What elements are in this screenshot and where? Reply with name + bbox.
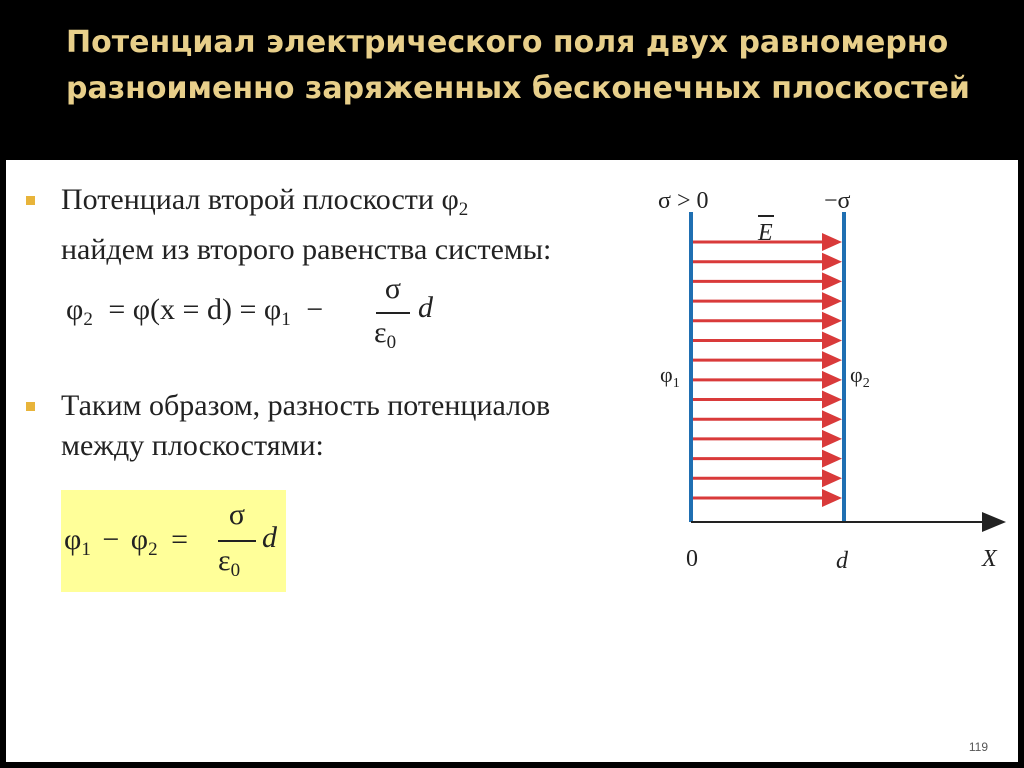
field-arrowhead bbox=[822, 272, 842, 290]
field-arrowhead bbox=[822, 351, 842, 369]
formula-1-numerator: σ bbox=[384, 272, 402, 305]
left-potential-label: $\varphi_1$ bbox=[660, 362, 680, 391]
field-vector-label: E bbox=[758, 220, 773, 246]
formula-2-left: $\varphi_1 - \varphi_2$ = bbox=[64, 523, 188, 560]
formula-2-tail: d bbox=[262, 521, 277, 554]
field-arrowhead bbox=[822, 331, 842, 349]
bullet-marker-1 bbox=[26, 196, 35, 205]
title-bar bbox=[0, 0, 1024, 160]
formula-phi2 bbox=[66, 272, 466, 358]
bullet-marker-2 bbox=[26, 402, 35, 411]
formula-1-fraction-bar bbox=[376, 312, 410, 314]
slide-content bbox=[6, 160, 1018, 762]
bullet-1-text bbox=[61, 180, 631, 270]
formula-2-numerator: σ bbox=[228, 498, 246, 531]
left-plate-charge-label: σ > 0 bbox=[658, 188, 709, 214]
right-plate-charge-label: −σ bbox=[824, 188, 851, 214]
formula-1-left: $\varphi_2 = \varphi(x = d) = \varphi_1$ − bbox=[66, 293, 324, 330]
field-arrowhead bbox=[822, 233, 842, 251]
origin-label: 0 bbox=[686, 546, 698, 572]
field-arrowhead bbox=[822, 489, 842, 507]
bullet-2-line-1: Таким образом, разность потенциалов bbox=[61, 389, 551, 422]
field-arrowhead bbox=[822, 469, 842, 487]
field-arrowhead bbox=[822, 312, 842, 330]
axis-x-label: X bbox=[982, 546, 997, 572]
formula-2-denominator: $\varepsilon_0$ bbox=[218, 544, 241, 581]
formula-1-tail: d bbox=[418, 291, 433, 324]
right-potential-label: $\varphi_2$ bbox=[850, 362, 870, 391]
field-arrowhead bbox=[822, 430, 842, 448]
page-number: 119 bbox=[968, 740, 988, 754]
field-arrowhead bbox=[822, 292, 842, 310]
field-diagram bbox=[646, 182, 1016, 577]
field-arrowhead bbox=[822, 391, 842, 409]
field-arrowhead bbox=[822, 371, 842, 389]
field-arrowhead bbox=[822, 253, 842, 271]
field-lines bbox=[693, 233, 842, 507]
bullet-2-text bbox=[61, 386, 631, 466]
bullet-1-line-1: Потенциал второй плоскости $\varphi_2$ bbox=[61, 183, 469, 220]
distance-label: d bbox=[836, 548, 848, 574]
bullet-2-line-2: между плоскостями: bbox=[61, 429, 324, 462]
formula-1-denominator: $\varepsilon_0$ bbox=[374, 316, 397, 353]
formula-potential-difference bbox=[64, 500, 294, 590]
formula-2-fraction-bar bbox=[218, 540, 256, 542]
bullet-1-line-2: найдем из второго равенства системы: bbox=[61, 233, 552, 266]
field-arrowhead bbox=[822, 410, 842, 428]
field-arrowhead bbox=[822, 450, 842, 468]
slide-title: Потенциал электрического поля двух равномерно разноименно заряженных бесконечных плоскостей bbox=[66, 25, 970, 106]
